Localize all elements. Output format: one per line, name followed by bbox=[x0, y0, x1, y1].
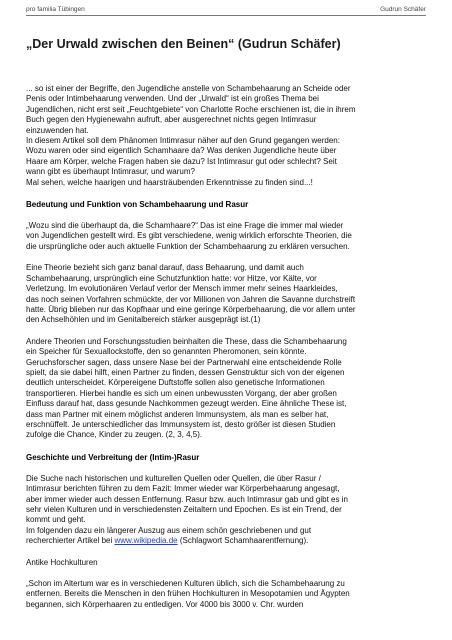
history-subheading: Antike Hochkulturen bbox=[26, 557, 98, 567]
text-line: hatte. Übrig blieben nur das Kopfhaar und eine geringe Körperbehaarung, die vor allem unter bbox=[26, 304, 356, 314]
text-line: Wozu waren oder sind eigentlich Schamhaare da? Was denken Jugendliche heute über bbox=[26, 146, 337, 156]
text-line: die ursprüngliche oder auch aktuelle Funktion der Schambehaarung zu erklären versuchen. bbox=[26, 241, 350, 251]
text-line: In diesem Artikel soll dem Phänomen Intimrasur näher auf den Grund gegangen werden: bbox=[26, 136, 340, 146]
history-paragraph-1 bbox=[26, 474, 428, 547]
text-line: dass man Partner mit einem möglichst anderen Immunsystem, als man es selber hat, bbox=[26, 409, 329, 419]
text-line: „Wozu sind die überhaupt da, die Schamhaare?“ Das ist eine Frage die immer mal wieder bbox=[26, 221, 344, 231]
text-line: Andere Theorien und Forschungsstudien beinhalten die These, dass die Schambehaarung bbox=[26, 336, 347, 346]
text-line: den Achselhöhlen und im Genitalbereich stärker ausgeprägt ist.(1) bbox=[26, 315, 261, 325]
intro-paragraph bbox=[26, 84, 428, 188]
text-line: Eine Theorie bezieht sich ganz banal darauf, dass Behaarung, und damit auch bbox=[26, 263, 304, 273]
text-line: Geruchsforscher sagen, dass unsere Nase bei der Partnerwahl eine entscheidende Rolle bbox=[26, 357, 342, 367]
text-line: „Schon im Altertum war es in verschiedenen Kulturen üblich, sich die Schambehaarung zu bbox=[26, 579, 345, 589]
text-line: ein Speicher für Sexuallockstoffe, den so genannten Pheromonen, sein könnte. bbox=[26, 347, 307, 357]
text-line: Verletzung. Im evolutionären Verlauf verlor der Mensch immer mehr seines Haarkleides, bbox=[26, 284, 338, 294]
header-left: pro familia Tübingen bbox=[26, 6, 85, 13]
link-prefix: recherchierter Artikel bei bbox=[26, 536, 115, 546]
section-heading-history: Geschichte und Verbreitung der (Intim-)Rasur bbox=[26, 452, 200, 462]
text-line: Intimrasur berichten führen zu dem Fazit: Immer wieder war Körperbehaarung angesagt, bbox=[26, 484, 340, 494]
text-line: erschnüffelt. Je unterschiedlicher das Immunsystem ist, desto größer ist diesen Studien bbox=[26, 419, 336, 429]
text-line: Mal sehen, welche haarigen und haarsträubenden Erkenntnisse zu finden sind...! bbox=[26, 177, 313, 187]
text-line: Im folgenden dazu ein längerer Auszug aus einem schön geschriebenen und gut bbox=[26, 525, 312, 535]
text-line: von Jugendlichen gestellt wird. Es gibt verschiedene, wenig wirklich erforschte Theorien, die bbox=[26, 231, 352, 241]
document-body bbox=[26, 84, 428, 621]
section-heading-function: Bedeutung und Funktion von Schambehaarung und Rasur bbox=[26, 200, 249, 210]
text-line: deutlich unterscheidet. Körpereigene Duftstoffe sollen also genetische Informationen bbox=[26, 378, 325, 388]
text-line: Jugendlichen, nicht erst seit „Feuchtgebiete“ von Charlotte Roche erschienen ist, die in ihrem bbox=[26, 104, 356, 114]
text-line: Schambehaarung, ursprünglich eine Schutzfunktion hatte: vor Hitze, vor Kälte, vor bbox=[26, 273, 317, 283]
text-line: spielt, da sie dabei hilft, einen Partner zu finden, dessen Genstruktur sich von der eigenen bbox=[26, 367, 345, 377]
function-paragraph-2 bbox=[26, 263, 428, 325]
text-line-with-link bbox=[26, 536, 428, 546]
history-paragraph-2 bbox=[26, 579, 428, 610]
text-line: Haare am Körper, welche Fragen haben sie dazu? Ist Intimrasur gut oder schlecht? Seit bbox=[26, 156, 337, 166]
text-line: Die Suche nach historischen und kulturellen Quellen oder Quellen, die über Rasur / bbox=[26, 473, 321, 483]
document-title: „Der Urwald zwischen den Beinen“ (Gudrun Schäfer) bbox=[26, 37, 341, 51]
header-right: Gudrun Schäfer bbox=[380, 6, 426, 13]
text-line: zufolge die Chance, Kinder zu zeugen. (2, 3, 4,5). bbox=[26, 430, 203, 440]
function-paragraph-3 bbox=[26, 337, 428, 441]
text-line: einzuwenden hat. bbox=[26, 125, 89, 135]
text-line: Buch gegen den Hygienewahn aufruft, aber ausgerechnet nichts gegen Intimrasur bbox=[26, 115, 317, 125]
wikipedia-link[interactable]: www.wikipedia.de bbox=[114, 536, 178, 546]
text-line: das noch seinen Vorfahren schmückte, der vor Millionen von Jahren die Savanne durchstreift bbox=[26, 294, 356, 304]
function-paragraph-1 bbox=[26, 221, 428, 252]
link-suffix: (Schlagwort Schamhaarentfernung). bbox=[177, 536, 309, 546]
text-line: Einfluss darauf hat, dass gesunde Nachkommen gezeugt werden. Eine ähnliche These ist, bbox=[26, 399, 347, 409]
text-line: aber immer wieder auch dessen Entfernung. Rasur bzw. auch Intimrasur gab und gibt es in bbox=[26, 494, 348, 504]
text-line: kommt und geht. bbox=[26, 515, 86, 525]
running-header bbox=[26, 6, 426, 16]
text-line: wann gibt es überhaupt Intimrasur, und warum? bbox=[26, 167, 195, 177]
text-line: transportieren. Hierbei handle es sich um einen unbewussten Vorgang, der aber großen bbox=[26, 388, 337, 398]
text-line: ... so ist einer der Begriffe, den Jugendliche anstelle von Schambehaarung an Scheide oder bbox=[26, 84, 351, 93]
text-line: entfernen. Bereits die Menschen in den frühen Hochkulturen in Mesopotamien und Ägypten bbox=[26, 589, 350, 599]
text-line: begannen, sich Körperhaaren zu entledigen. Vor 4000 bis 3000 v. Chr. wurden bbox=[26, 599, 304, 609]
text-line: sehr vielen Kulturen und in verschiedensten Zeitaltern und Epochen. Es ist ein Trend, der bbox=[26, 505, 342, 514]
text-line: Penis oder Intimbehaarung verwenden. Und der „Urwald“ ist ein großes Thema bei bbox=[26, 94, 319, 104]
